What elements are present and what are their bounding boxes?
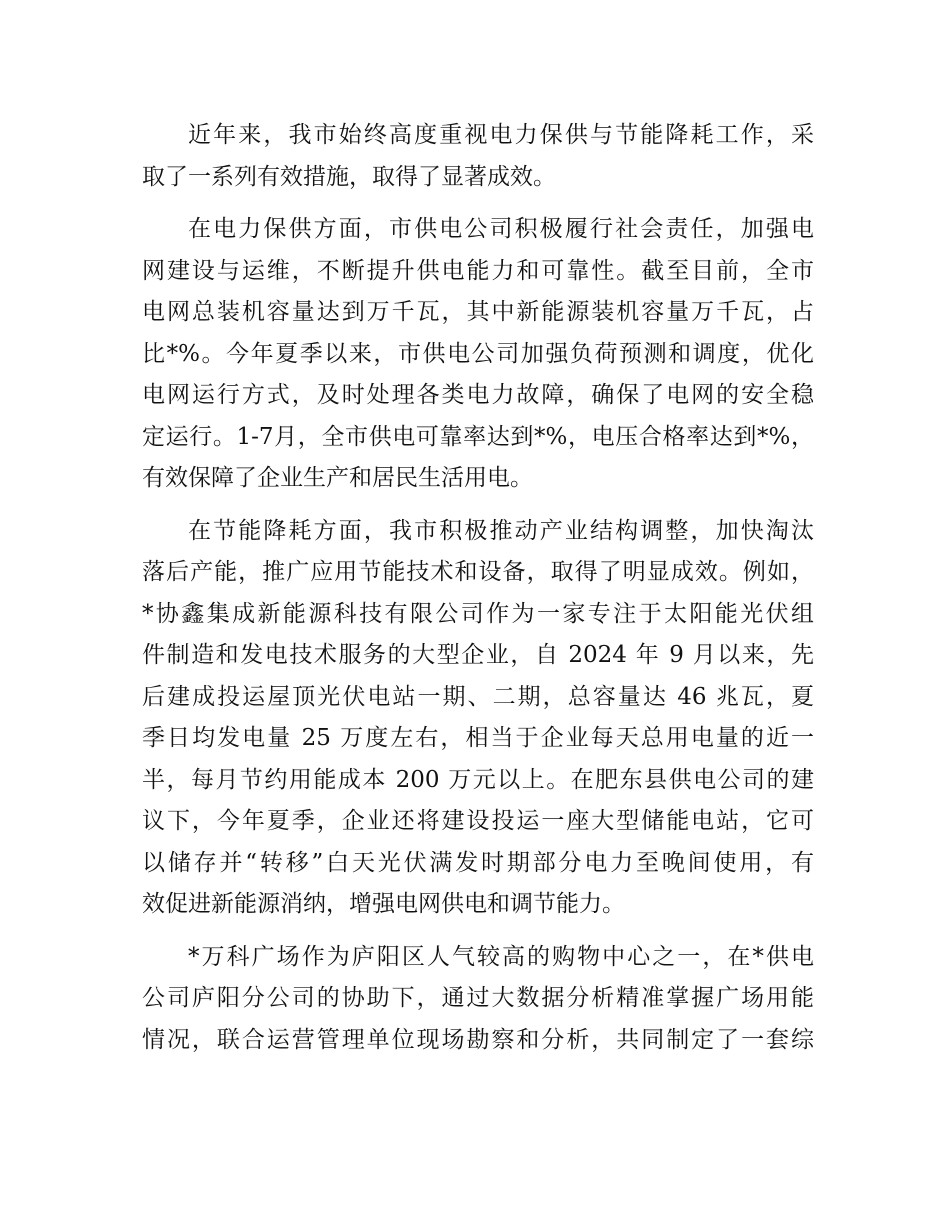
text-line: 半，每月节约用能成本 200 万元以上。在肥东县供电公司的建: [142, 766, 814, 793]
text-line: 近年来，我市始终高度重视电力保供与节能降耗工作，采: [188, 122, 814, 148]
text-line: 电网运行方式，及时处理各类电力故障，确保了电网的安全稳: [142, 382, 814, 408]
text-line: 取了一系列有效措施，取得了显著成效。: [142, 163, 556, 190]
text-line: 情况，联合运营管理单位现场勘察和分析，共同制定了一套综: [142, 1026, 814, 1053]
text-line: 网建设与运维，不断提升供电能力和可靠性。截至目前，全市: [142, 257, 814, 284]
text-line: *协鑫集成新能源科技有限公司作为一家专注于太阳能光伏组: [142, 600, 814, 627]
text-line: 季日均发电量 25 万度左右，相当于企业每天总用电量的近一: [142, 725, 814, 751]
text-line: 在电力保供方面，市供电公司积极履行社会责任，加强电: [188, 216, 814, 242]
paragraph-power-supply: [142, 209, 814, 500]
text-line: 落后产能，推广应用节能技术和设备，取得了明显成效。例如，: [142, 559, 814, 585]
paragraph-energy-saving: [142, 511, 814, 926]
text-line: 有效保障了企业生产和居民生活用电。: [142, 465, 533, 491]
text-line: *万科广场作为庐阳区人气较高的购物中心之一，在*供电: [188, 943, 814, 970]
text-line: 比*%。今年夏季以来，市供电公司加强负荷预测和调度，优化: [142, 340, 814, 367]
text-line: 后建成投运屋顶光伏电站一期、二期，总容量达 46 兆瓦，夏: [142, 683, 814, 710]
text-line: 效促进新能源消纳，增强电网供电和调节能力。: [142, 891, 625, 917]
text-line: 件制造和发电技术服务的大型企业，自 2024 年 9 月以来，先: [142, 642, 814, 668]
paragraph-intro: [142, 115, 814, 198]
text-line: 公司庐阳分公司的协助下，通过大数据分析精准掌握广场用能: [142, 985, 814, 1011]
text-line: 电网总装机容量达到万千瓦，其中新能源装机容量万千瓦，占: [142, 299, 814, 325]
paragraph-vanke-plaza: [142, 937, 814, 1062]
text-line: 议下，今年夏季，企业还将建设投运一座大型储能电站，它可: [142, 808, 814, 834]
document-body: [142, 115, 814, 1072]
text-line: 在节能降耗方面，我市积极推动产业结构调整，加快淘汰: [188, 517, 814, 544]
text-line: 以储存并“转移”白天光伏满发时期部分电力至晚间使用，有: [142, 849, 814, 876]
text-line: 定运行。1-7月，全市供电可靠率达到*%，电压合格率达到*%，: [142, 423, 814, 450]
